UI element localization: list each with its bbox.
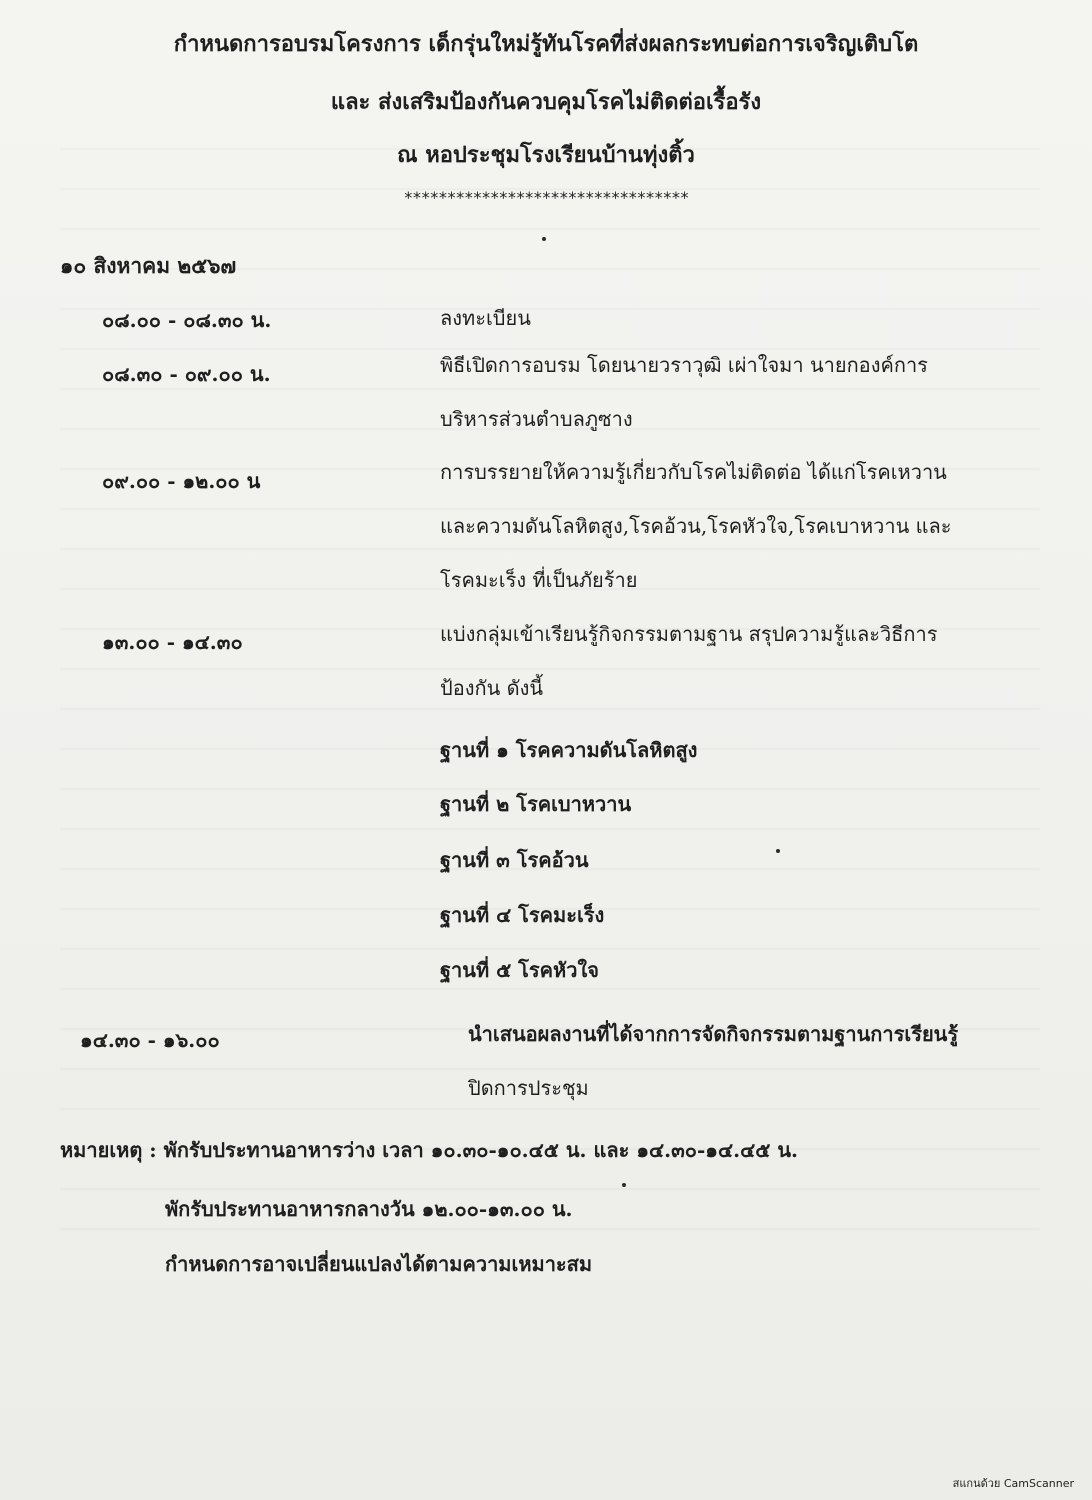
remarks-line-1: พักรับประทานอาหารกลางวัน ๑๒.๐๐-๑๓.๐๐ น.	[165, 1197, 573, 1221]
scan-speck	[776, 849, 780, 853]
schedule-item-5-line-2: ปิดการประชุม	[468, 1076, 589, 1100]
schedule-time-2: ๐๘.๓๐ - ๐๙.๐๐ น.	[102, 362, 271, 386]
title-line-3: ณ หอประชุมโรงเรียนบ้านทุ่งติ้ว	[397, 143, 695, 168]
station-5: ฐานที่ ๕ โรคหัวใจ	[440, 958, 599, 982]
schedule-item-4-line-1: แบ่งกลุ่มเข้าเรียนรู้กิจกรรมตามฐาน สรุปความรู้และวิธีการ	[440, 622, 938, 646]
station-3: ฐานที่ ๓ โรคอ้วน	[440, 848, 589, 872]
schedule-item-3-line-1: การบรรยายให้ความรู้เกี่ยวกับโรคไม่ติดต่อ ได้แก่โรคเหวาน	[440, 460, 947, 484]
schedule-item-5-line-1: นำเสนอผลงานที่ได้จากการจัดกิจกรรมตามฐานการเรียนรู้	[468, 1022, 959, 1046]
event-date: ๑๐ สิงหาคม ๒๕๖๗	[60, 253, 237, 278]
schedule-item-3-line-3: โรคมะเร็ง ที่เป็นภัยร้าย	[440, 568, 638, 592]
station-1: ฐานที่ ๑ โรคความดันโลหิตสูง	[440, 738, 698, 762]
schedule-time-4: ๑๓.๐๐ - ๑๔.๓๐	[102, 630, 243, 654]
schedule-time-1: ๐๘.๐๐ - ๐๘.๓๐ น.	[102, 308, 272, 332]
schedule-item-2-line-2: บริหารส่วนตำบลภูซาง	[440, 407, 633, 431]
remarks-line-2: กำหนดการอาจเปลี่ยนแปลงได้ตามความเหมาะสม	[165, 1252, 593, 1276]
title-divider: *********************************	[403, 188, 689, 207]
station-4: ฐานที่ ๔ โรคมะเร็ง	[440, 903, 605, 927]
schedule-item-3-line-2: และความดันโลหิตสูง,โรคอ้วน,โรคหัวใจ,โรคเบาหวาน และ	[440, 514, 952, 538]
camscanner-footer: สแกนด้วย CamScanner	[952, 1477, 1074, 1490]
schedule-time-5: ๑๔.๓๐ - ๑๖.๐๐	[80, 1028, 220, 1052]
title-line-2: และ ส่งเสริมป้องกันควบคุมโรคไม่ติดต่อเรื้อรัง	[330, 90, 762, 115]
schedule-item-4-line-2: ป้องกัน ดังนี้	[440, 676, 544, 700]
background-bleed-through	[60, 120, 1040, 1240]
title-line-1: กำหนดการอบรมโครงการ เด็กรุ่นใหม่รู้ทันโรคที่ส่งผลกระทบต่อการเจริญเติบโต	[173, 32, 919, 57]
schedule-item-2-line-1: พิธีเปิดการอบรม โดยนายวราวุฒิ เผ่าใจมา นายกองค์การ	[440, 353, 928, 377]
schedule-time-3: ๐๙.๐๐ - ๑๒.๐๐ น	[102, 469, 261, 493]
station-2: ฐานที่ ๒ โรคเบาหวาน	[440, 792, 632, 816]
schedule-item-1-line-1: ลงทะเบียน	[440, 306, 531, 330]
scan-speck	[542, 237, 546, 241]
remarks-heading: หมายเหตุ : พักรับประทานอาหารว่าง เวลา ๑๐.๓๐-๑๐.๔๕ น. และ ๑๔.๓๐-๑๔.๔๕ น.	[60, 1138, 798, 1162]
scan-speck	[622, 1183, 626, 1187]
